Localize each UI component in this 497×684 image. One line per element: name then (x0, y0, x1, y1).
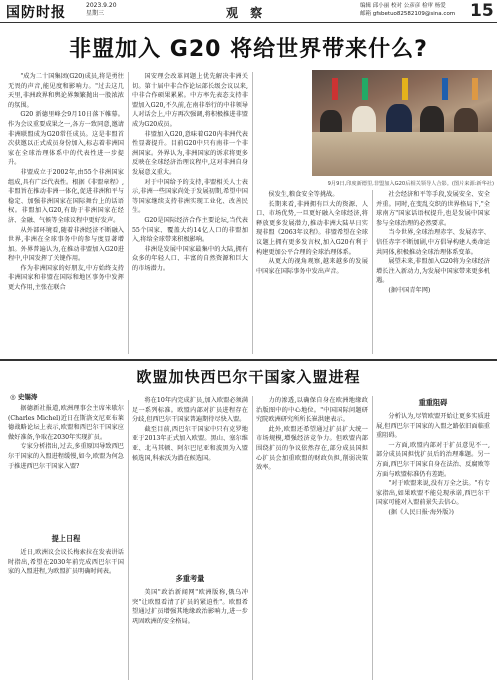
article-divider (0, 359, 497, 361)
article1-column-3 (256, 190, 368, 354)
paragraph: 从更大的视角观察,越来越多的发展中国家在国际事务中发出声音。 (256, 258, 368, 275)
article1-column-1 (8, 72, 124, 354)
article2-column-2 (132, 396, 248, 564)
photo-caption: 9月9日,印度新德里,非盟加入G20后相关领导人合影。(图片来源:新华社) (327, 181, 494, 187)
editor-line: 编辑 邱小丽 校对 公彦彦 检审 杨爱 (360, 3, 446, 9)
weekday-line: 星期三 (86, 10, 105, 17)
article2-column-1 (8, 404, 124, 530)
paragraph: 国安理会改革问题上优先解决非洲关切。第十届中非合作论坛部长级会议以来,中非合作硕果累累。中方率先表态支持非盟加入G20,不久前,在南非举行的中非领导人对话会上,中方再次强调,将积极推进非盟成为G20成员。 (132, 73, 248, 128)
paragraph: 当今世界,全球治理赤字、发展赤字、信任赤字不断加剧,中方倡导构建人类命运共同体,积极推动全球治理体系变革。 (376, 229, 490, 256)
paragraph: "对于欧盟来说,没有万全之法。"有专家指出,如果欧盟不能兑现承诺,西巴尔干国家可能对入盟前景失去信心。 (376, 480, 490, 507)
article2-column-2b (132, 588, 248, 680)
article2-column-3 (256, 396, 368, 680)
paragraph: 一方面,欧盟内部对于扩员意见不一,部分成员国担忧扩员后的治理难题。另一方面,西巴尔干国家自身在法治、反腐败等方面与欧盟标准仍有差距。 (376, 441, 490, 478)
paragraph: 力的渗透,以确保自身在欧洲地缘政治版图中的中心地位。"中国国际问题研究院欧洲研究所所长崔洪建表示。 (256, 397, 368, 424)
paragraph: 此外,欧盟还希望通过扩员扩大统一市场规模,增强经济竞争力。但欧盟内部围绕扩员的争议依然存在,部分成员国担心扩员会加重欧盟的财政负担,削弱决策效率。 (256, 425, 368, 472)
email-line: 邮箱 gfsbetuo82582109@sina.com (360, 11, 456, 17)
article1-column-4 (376, 190, 490, 354)
column-rule (128, 72, 129, 354)
page-number: 15 (470, 1, 494, 21)
paragraph: 非盟加入G20,意味着G20内非洲代表性显著提升。目前G20中只有南非一个非洲国家。外界认为,非洲国家的诉求将更多反映在全球经济治理议程中,这对非洲自身发展意义重大。 (132, 130, 248, 176)
column-rule (252, 396, 253, 680)
article1-column-2 (132, 72, 248, 354)
article1-headline: 非盟加入 G20 将给世界带来什么? (69, 37, 428, 62)
paragraph: 截至目前,西巴尔干国家中只有克罗地亚于2013年正式加入欧盟。黑山、塞尔维亚、北马其顿、阿尔巴尼亚和波黑为入盟候选国,科索沃为潜在候选国。 (132, 425, 248, 462)
paragraph: 非盟成立于2002年,由55个非洲国家组成,具有广泛代表性。根据《非盟章程》,非盟旨在推动非洲一体化,促进非洲和平与稳定、加强非洲国家在国际舞台上的话语权。非盟加入G20,有助于非洲国家在经济、金融、气候等全球议程中更好发声。 (8, 168, 124, 224)
editor-credits (360, 2, 455, 18)
paragraph: 侯发生,粮食安全等挑战。 (268, 191, 339, 198)
article2-author: ◎ 史锡涛 (10, 393, 38, 401)
paragraph: "成为二十国集团(G20)成员,将是勇往无畏的声音,能见度和影响力。"过去这几天里,非洲政界和舆论界频繁抛出一股浓浓的氛围。 (8, 73, 124, 109)
column-rule (128, 400, 129, 680)
paragraph: 从外部环境看,随着非洲经济不断融入世界,非洲在全球事务中的参与度显著增加。外界普遍认为,在推动非盟加入G20进程中,中国发挥了关键作用。 (8, 226, 124, 263)
photo-flag (402, 78, 408, 100)
article2-column-4 (376, 412, 490, 680)
article2-column-1b (8, 548, 124, 680)
subheading-considerations: 多重考量 (175, 574, 205, 583)
column-rule (372, 396, 373, 680)
page-header (0, 0, 497, 23)
paragraph: 社会经济和平等手段,发展安全、安全并重。同时,在变乱交织的世界格局下,"全球南方"国家话语权提升,也是发展中国家参与全球治理的必然要求。 (376, 191, 490, 227)
photo-flag (332, 78, 338, 100)
paragraph: 据德新社报道,欧洲理事会主席米歇尔(Charles Michel)近日在斯洛文尼亚布莱德战略论坛上表示,欧盟和西巴尔干国家应做好准备,争取在2030年实现扩员。 (8, 405, 124, 441)
paragraph: G20是国际经济合作主要论坛,当代表55个国家、覆盖大约14亿人口的非盟加入,将给全球带来积极影响。 (132, 216, 248, 244)
photo-table (312, 132, 492, 176)
photo-flag (442, 78, 448, 100)
photo-flag (362, 78, 368, 100)
date-line: 2023.9.20 (86, 2, 117, 9)
paragraph: 分析认为,尽管欧盟开始让更多实质进展,但西巴尔干国家的入盟之路依旧面临重重阻碍。 (376, 413, 490, 440)
paragraph: 近日,欧洲议会议长梅索拉在发表讲话时指出,希望在2030年前完成西巴尔干国家的入盟进程,为欧盟扩员明确时间表。 (8, 549, 124, 576)
paragraph: (据中国青年网) (388, 286, 431, 294)
column-rule (252, 72, 253, 354)
paragraph: 长期来看,非洲拥有巨大的资源、人口、市场优势,一旦更好融入全球经济,将释放更多发展潜力,推动非洲大陆早日实现非盟《2063年议程》。非盟希望在全球议题上拥有更多发言权,加入G20有利于构建更加公平合理的全球治理体系。 (256, 200, 368, 256)
column-rule (372, 190, 373, 354)
paragraph: 将在10年内完成扩员,加入欧盟必须满足一系列标准。欧盟内部对扩员进程存在分歧,但西巴尔干国家普遍期待尽快入盟。 (132, 397, 248, 424)
article1-photo (312, 70, 492, 176)
paragraph: 专家分析指出,过去,多重原因导致西巴尔干国家的入盟进程缓慢,如今,欧盟为何急于推进西巴尔干国家入盟? (8, 443, 124, 470)
subheading-obstacles: 重重阻碍 (418, 398, 448, 407)
subheading-agenda: 提上日程 (51, 534, 81, 543)
masthead-logo: 国防时报 (6, 5, 66, 21)
section-title: 观 察 (226, 6, 267, 20)
paragraph: 展望未来,非盟加入G20将为全球经济增长注入新动力,为发展中国家带来更多机遇。 (376, 258, 490, 285)
paragraph: (据《人民日报·海外版》) (388, 508, 454, 516)
photo-flag (472, 78, 478, 100)
issue-date (86, 2, 117, 18)
paragraph: 非洲是发展中国家最集中的大陆,拥有众多的年轻人口、丰富的自然资源和巨大的市场潜力。 (132, 245, 248, 272)
paragraph: 对于中国给予的支持,非盟相关人士表示,非洲一些国家尚处于发展初期,希望中国等国家继续支持非洲实现工业化、改善民生。 (132, 178, 248, 215)
paragraph: G20 新德里峰会9月10日落下帷幕。作为会议重要成果之一,各方一致同意,邀请非洲联盟成为G20常任成员。这是非盟首次获邀以正式成员身份加入,标志着非洲国家在全球治理体系中的代表性进一步提升。 (8, 111, 124, 167)
paragraph: 作为非洲国家的好朋友,中方始终支持非洲国家和非盟在国际和地区事务中发挥更大作用,主张在联合 (8, 264, 124, 292)
article2-headline: 欧盟加快西巴尔干国家入盟进程 (136, 368, 361, 386)
paragraph: 美国"政治新闻网"欧洲版称,俄乌冲突"让欧盟看清了扩员的紧迫性"。欧盟希望通过扩员增强其地缘政治影响力,进一步巩固欧洲的安全格局。 (132, 589, 248, 625)
